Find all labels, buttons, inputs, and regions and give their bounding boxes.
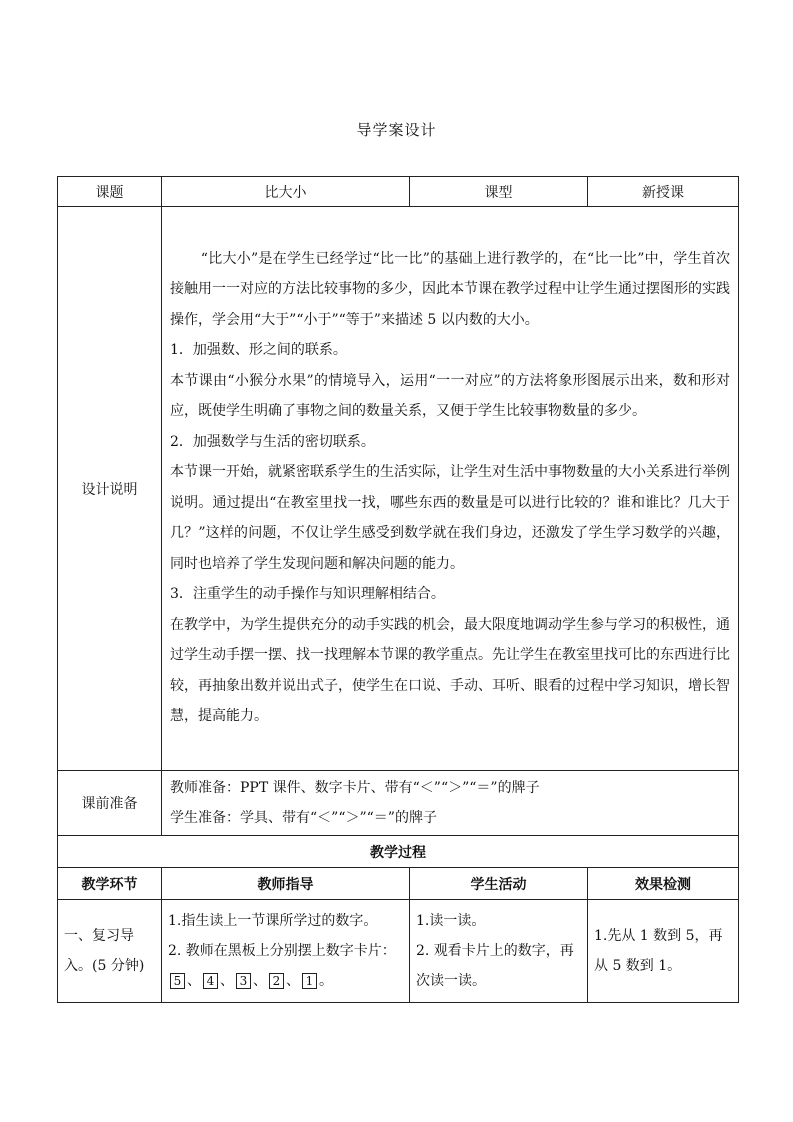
table-row bbox=[58, 900, 739, 1003]
design-point1-text: 本节课由“小猴分水果”的情境导入，运用“一一对应”的方法将象形图展示出来，数和形对应，既使学生明确了事物之间的数量关系，又便于学生比较事物数量的多少。 bbox=[170, 372, 730, 419]
design-point2-title: 2．加强数学与生活的密切联系。 bbox=[170, 433, 375, 450]
teacher-line-1: 1.指生读上一节课所学过的数字。 bbox=[168, 913, 378, 929]
number-card: 2 bbox=[269, 973, 284, 989]
number-card: 4 bbox=[203, 973, 218, 989]
separator: 、 bbox=[253, 973, 267, 989]
col-effect: 效果检测 bbox=[588, 868, 739, 900]
prep-row bbox=[58, 771, 739, 836]
design-point2-text: 本节课一开始，就紧密联系学生的生活实际，让学生对生活中事物数量的大小关系进行举例说明。通过提出“在教室里找一找，哪些东西的数量是可以进行比较的？谁和谁比？几大于几？”这样的问题，不仅让学生感受到数学就在我们身边，还激发了学生学习数学的兴趣，同时也培养了学生发现问题和解决问题的能力。 bbox=[170, 464, 730, 572]
effect-cell bbox=[588, 900, 739, 1003]
design-label: 设计说明 bbox=[58, 207, 162, 771]
topic-value: 比大小 bbox=[162, 177, 410, 207]
prep-label: 课前准备 bbox=[58, 771, 162, 836]
process-title-row bbox=[58, 836, 739, 868]
period: 。 bbox=[319, 973, 333, 989]
stage-cell bbox=[58, 900, 162, 1003]
separator: 、 bbox=[286, 973, 300, 989]
design-intro: “比大小”是在学生已经学过“比一比”的基础上进行教学的，在“比一比”中，学生首次接触用一一对应的方法比较事物的多少，因此本节课在教学过程中让学生通过摆图形的实践操作，学会用“大于”“小于”“等于”来描述 5 以内数的大小。 bbox=[170, 250, 730, 328]
process-title: 教学过程 bbox=[58, 836, 739, 868]
design-point1-title: 1．加强数、形之间的联系。 bbox=[170, 342, 347, 358]
student-line-1: 1.读一读。 bbox=[416, 913, 486, 929]
prep-teacher: 教师准备：PPT 课件、数字卡片、带有“＜”“＞”“＝”的牌子 bbox=[170, 780, 540, 796]
type-value: 新授课 bbox=[588, 177, 739, 207]
process-header-row bbox=[58, 868, 739, 900]
col-stage: 教学环节 bbox=[58, 868, 162, 900]
number-card: 3 bbox=[236, 973, 251, 989]
prep-content bbox=[162, 771, 739, 836]
lesson-plan-table bbox=[57, 176, 739, 1003]
effect-text: 1.先从 1 数到 5，再从 5 数到 1。 bbox=[594, 928, 723, 974]
teacher-cell bbox=[162, 900, 410, 1003]
topic-label: 课题 bbox=[58, 177, 162, 207]
student-cell bbox=[410, 900, 588, 1003]
teacher-line-2 bbox=[168, 936, 403, 996]
design-row bbox=[58, 207, 739, 771]
design-point3-title: 3．注重学生的动手操作与知识理解相结合。 bbox=[170, 586, 445, 602]
col-student: 学生活动 bbox=[410, 868, 588, 900]
header-row bbox=[58, 177, 739, 207]
number-card: 5 bbox=[170, 973, 185, 989]
document-title: 导学案设计 bbox=[356, 121, 437, 139]
design-point3-text: 在教学中，为学生提供充分的动手实践的机会，最大限度地调动学生参与学习的积极性，通过学生动手摆一摆、找一找理解本节课的教学重点。先让学生在教室里找可比的东西进行比较，再抽象出数并说出式子，使学生在口说、手动、耳听、眼看的过程中学习知识，增长智慧，提高能力。 bbox=[170, 616, 730, 724]
separator: 、 bbox=[220, 973, 234, 989]
student-line-2: 2. 观看卡片上的数字，再次读一读。 bbox=[416, 943, 574, 989]
col-teacher: 教师指导 bbox=[162, 868, 410, 900]
number-card: 1 bbox=[302, 973, 317, 989]
design-content bbox=[162, 207, 739, 771]
type-label: 课型 bbox=[410, 177, 588, 207]
separator: 、 bbox=[187, 973, 201, 989]
prep-student: 学生准备：学具、带有“＜”“＞”“＝”的牌子 bbox=[170, 810, 437, 826]
teacher-line-2-text: 2. 教师在黑板上分别摆上数字卡片： bbox=[168, 943, 396, 959]
stage-text: 一、复习导入。(5 分钟) bbox=[64, 928, 145, 974]
